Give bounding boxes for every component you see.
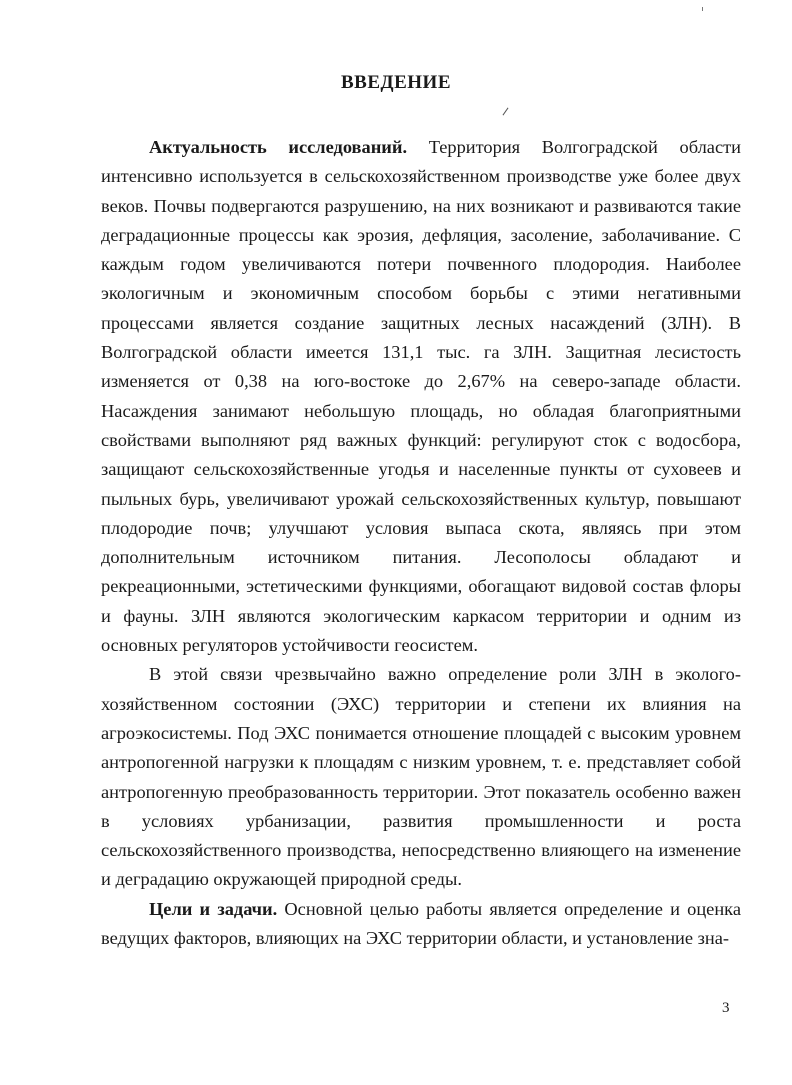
paragraph-text: Территория Волгоградской области интенсивно используется в сельскохозяйственном производстве уже более двух веков. Почвы подвергаются разрушению, на них возникают и развиваются такие деградационные процессы как эрозия, дефляция, засоление, заболачивание. С каждым годом увеличиваются потери почвенного плодородия. Наиболее экологичным и экономичным способом борьбы с этими негативными процессами является создание защитных лесных насаждений (ЗЛН). В Волгоградской области имеется 131,1 тыс. га ЗЛН. Защитная лесистость изменяется от 0,38 на юго-востоке до 2,67% на северо-западе области. Насаждения занимают небольшую площадь, но обладая благоприятными свойствами выполняют ряд важных функций: регулируют сток с водосбора, защищают сельскохозяйственные угодья и населенные пункты от суховеев и пыльных бурь, увеличивают урожай сельскохозяйственных культур, повышают плодородие почв; улучшают условия выпаса скота, являясь при этом дополнительным источником питания. Лесополосы обладают и рекреационными, эстетическими функциями, обогащают видовой состав флоры и фауны. ЗЛН являются экологическим каркасом территории и одним из основных регуляторов устойчивости геосистем. — [101, 137, 741, 656]
paragraph-lead: Актуальность исследований. — [149, 137, 408, 157]
page-number: 3 — [722, 1000, 730, 1016]
paragraph-context — [101, 660, 741, 894]
paragraph-goals — [101, 895, 741, 954]
page-title: ВВЕДЕНИЕ — [341, 72, 451, 93]
scan-mark — [503, 108, 509, 116]
paragraph-lead: Цели и задачи. — [149, 898, 278, 919]
scan-mark — [702, 7, 703, 11]
body-text — [101, 133, 741, 953]
paragraph-relevance — [101, 133, 741, 660]
paragraph-text: В этой связи чрезвычайно важно определение роли ЗЛН в эколого-хозяйственном состоянии (ЭХС) территории и степени их влияния на агроэкосистемы. Под ЭХС понимается отношение площадей с высоким уровнем антропогенной нагрузки к площадям с низким уровнем, т. е. представляет собой антропогенную преобразованность территории. Этот показатель особенно важен в условиях урбанизации, развития промышленности и роста сельскохозяйственного производства, непосредственно влияющего на изменение и деградацию окружающей природной среды. — [101, 664, 741, 890]
paragraph-text: Основной целью работы является определение и оценка ведущих факторов, влияющих на ЭХС территории области, и установление зна- — [101, 898, 741, 949]
